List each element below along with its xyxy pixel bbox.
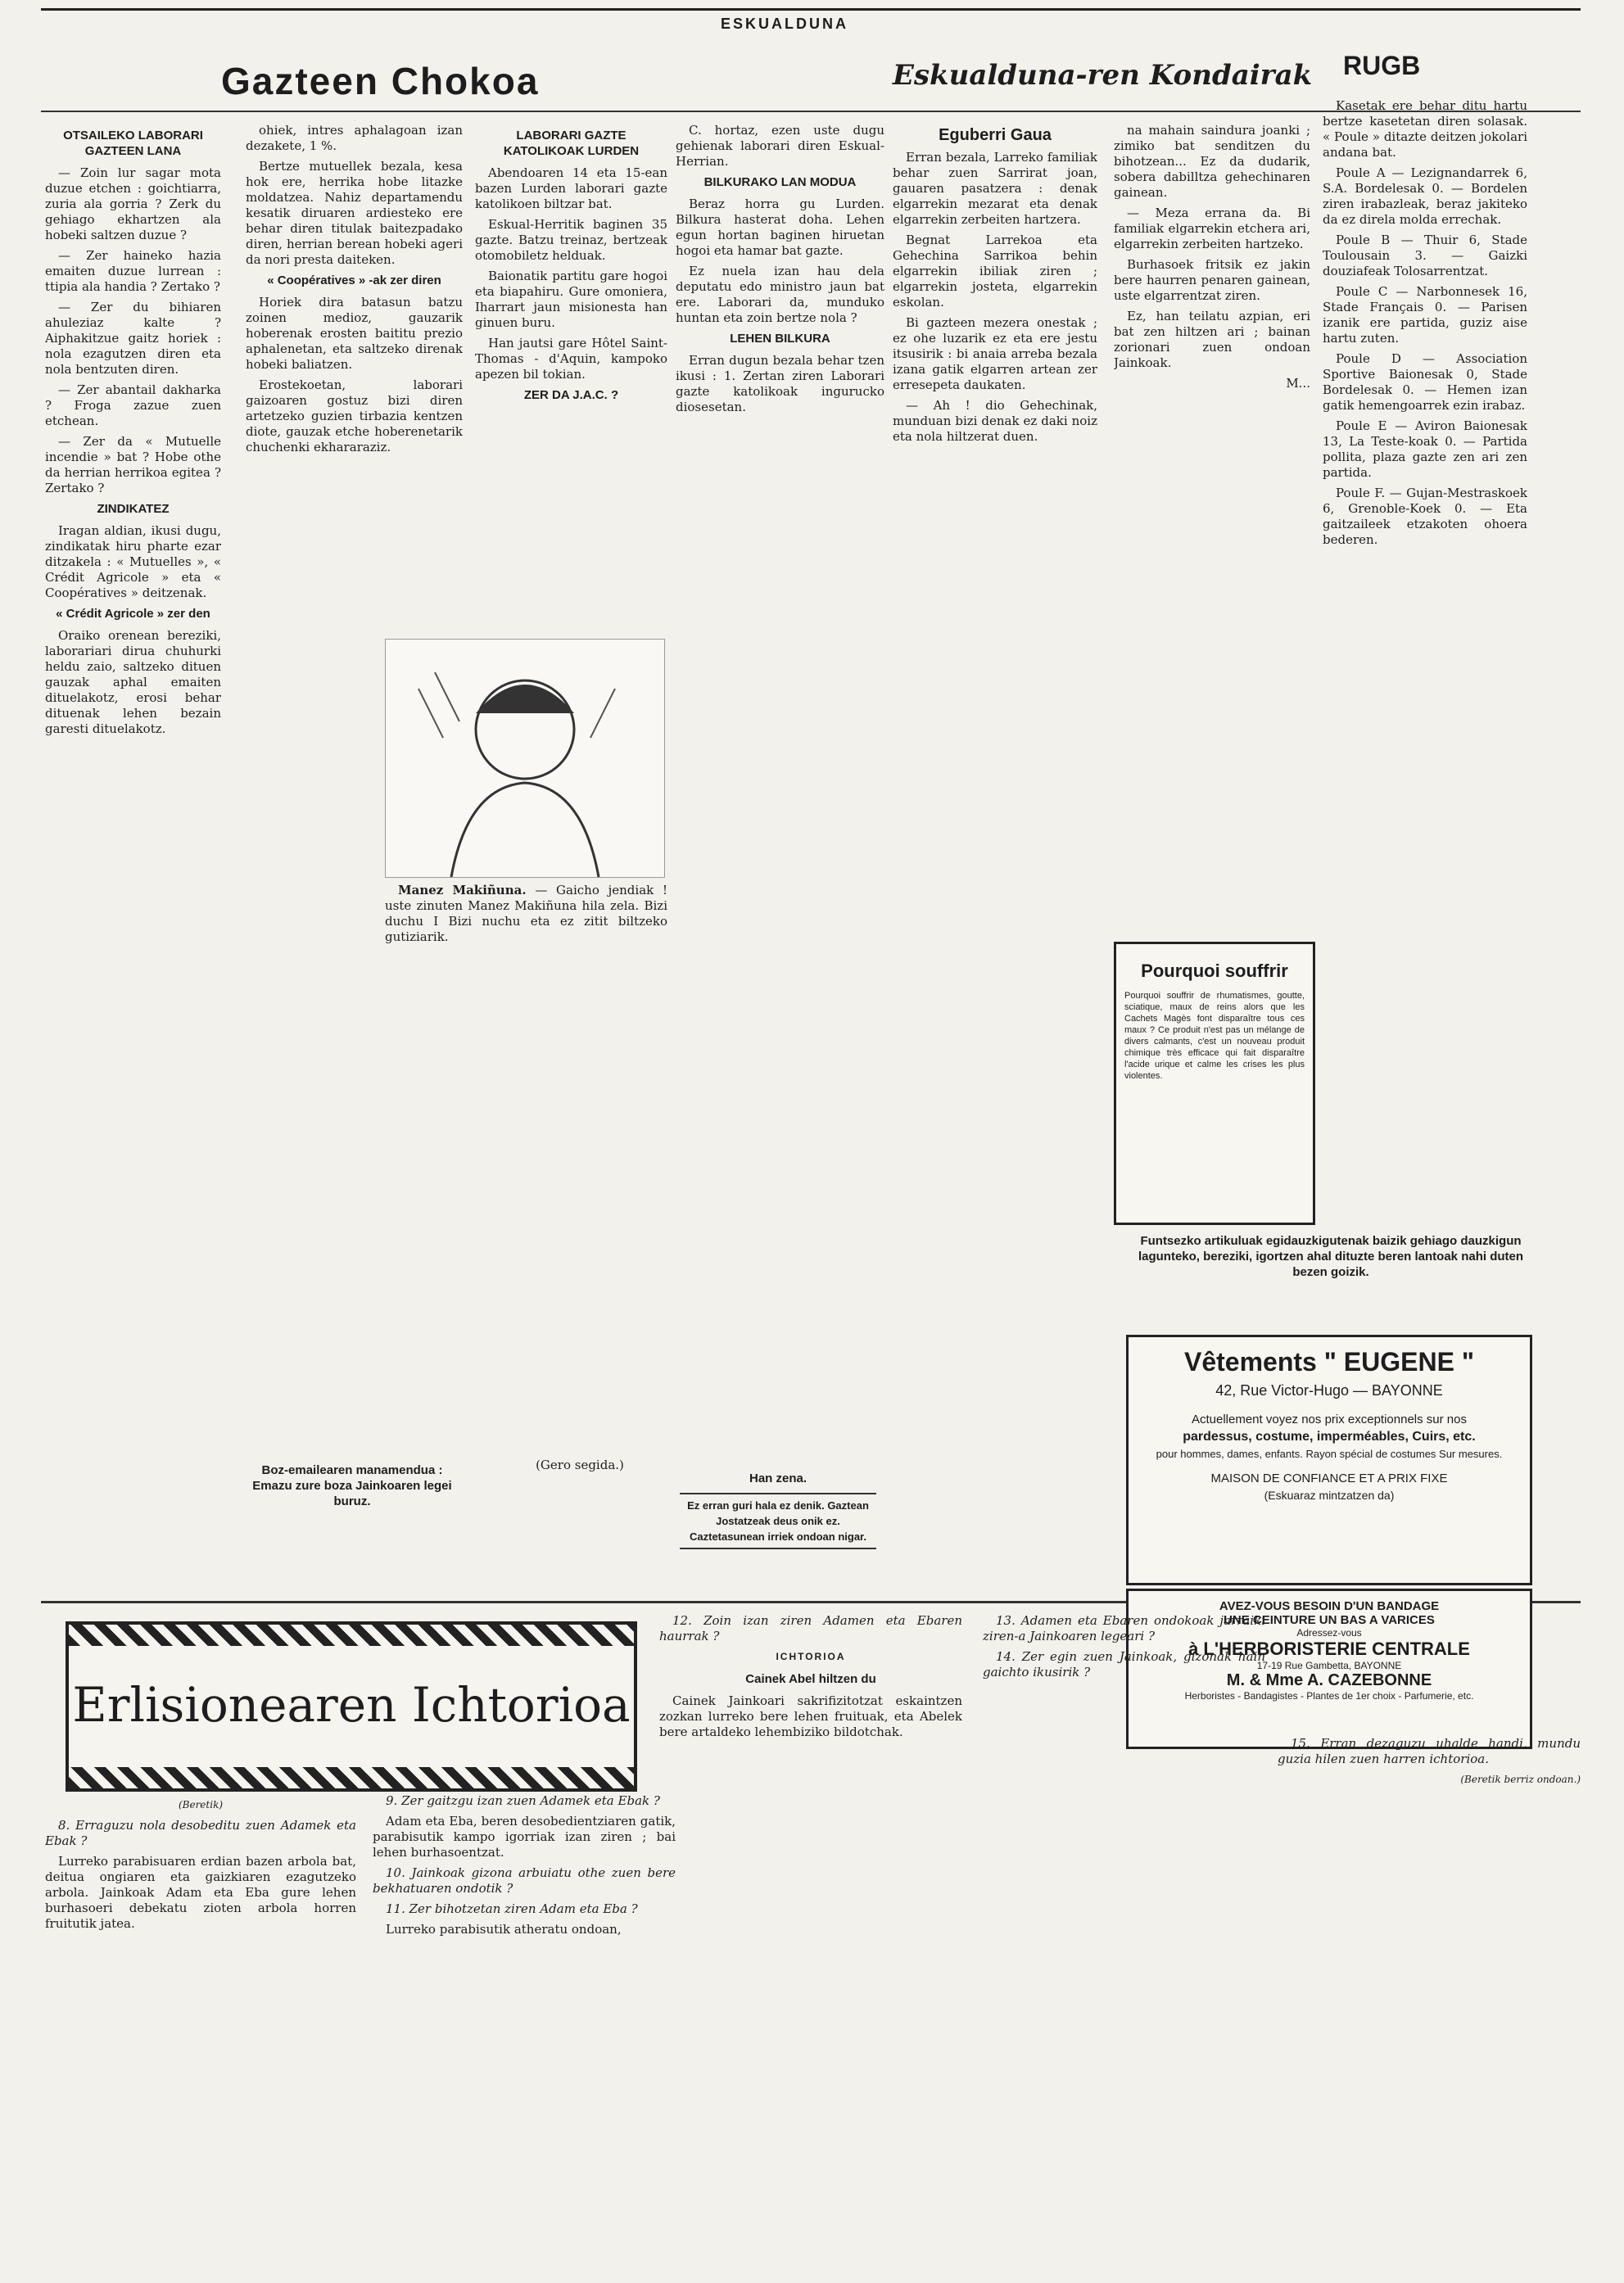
- column-5: [893, 123, 1097, 1589]
- pouleA: Poule A — Lezignandarrek 6, S.A. Bordelesak 0. — Bordelen ziren irabazleak, beraz jakiteko da ez direla molda errechak.: [1323, 165, 1527, 227]
- paragraph: C. hortaz, ezen uste dugu gehienak laborari diren Eskual-Herrian.: [676, 123, 884, 169]
- paragraph: Iragan aldian, ikusi dugu, zindikatak hiru pharte ezar ditzakela : « Mutuelles », « Crédit Agricole » eta « Coopératives » deitzenak.: [45, 523, 221, 600]
- pouleE: Poule E — Aviron Baionesak 13, La Teste-koak 0. — Partida pollita, plaza gazte zen ari zen partida.: [1323, 418, 1527, 480]
- paragraph: Cainek Jainkoari sakrifizitotzat eskaintzen zozkan lurreko bere lehen fruituak, eta Abelek bere artaldeko lehembiziko bildotchak.: [659, 1693, 962, 1739]
- paragraph: na mahain saindura joanki ; zimiko bat senditzen du bihotzean... Ez da dudarik, sobera dabilltza gehechinaren gainean.: [1114, 123, 1310, 200]
- paragraph: Ez nuela izan hau dela deputatu edo ministro jaun bat ere. Laborari da, munduko huntan eta zoin bertze nola ?: [676, 264, 884, 325]
- column-6: [1114, 123, 1310, 942]
- heading-credit: « Crédit Agricole » zer den: [56, 607, 210, 621]
- heading-lehen: LEHEN BILKURA: [730, 332, 830, 346]
- question: 14. Zer egin zuen Jainkoak, gizonak hain gaichto ikusirik ?: [983, 1649, 1265, 1679]
- paragraph: — Meza errana da. Bi familiak elgarrekin etchera ari, elgarrekin zerbeiten hartzeko.: [1114, 206, 1310, 251]
- paragraph: Erran dugun bezala behar tzen ikusi : 1. Zertan ziren Laborari gazte katolikoak ingurucko diosesetan.: [676, 353, 884, 414]
- ad-herb-line: Adressez-vous: [1296, 1627, 1362, 1639]
- pouleF: Poule F. — Gujan-Mestraskoek 6, Grenoble-Koek 0. — Eta gaitzaileek etzakoten ohoera bederen.: [1323, 486, 1527, 547]
- ad-vet-line: pardessus, costume, imperméables, Cuirs, etc.: [1183, 1430, 1476, 1444]
- illustration-body: — Gaicho jendiak ! uste zinuten Manez Makiñuna hila zela. Bizi duchu I Bizi nuchu eta ez zitit biltzeko gutiziarik.: [385, 883, 667, 944]
- funtsezko-text: Funtsezko artikuluak egidauzkigutenak baizik gehiago dauzkigun lagunteko, bereziki, igortzen ahal dituzte beren lantoak nahi duten bezen goizik.: [1138, 1234, 1524, 1279]
- bottom-column-5: [1278, 1736, 1581, 2264]
- ad-vet-line: (Eskuaraz mintzatzen da): [1264, 1489, 1395, 1502]
- ad-vet-line: pour hommes, dames, enfants. Rayon spécial de costumes Sur mesures.: [1156, 1448, 1503, 1460]
- ad-herb-line: M. & Mme A. CAZEBONNE: [1226, 1671, 1432, 1689]
- question: 13. Adamen eta Ebaren ondokoak jarraiki ziren-a Jainkoaren legeari ?: [983, 1613, 1265, 1643]
- paragraph: — Zer haineko hazia emaiten duzue lurrean : ttipia ala handia ? Zertako ?: [45, 248, 221, 294]
- illustration-text: [385, 883, 667, 989]
- paragraph: ohiek, intres aphalagoan izan dezakete, 1 %.: [246, 123, 463, 153]
- bottom-column-3: [659, 1613, 962, 2264]
- ad-herb-line: AVEZ-VOUS BESOIN D'UN BANDAGE: [1219, 1599, 1440, 1613]
- bottom-column-2: [373, 1630, 676, 2264]
- paragraph: Abendoaren 14 eta 15-ean bazen Lurden laborari gazte katolikoen biltzar bat.: [475, 165, 667, 211]
- heading-bilkurako: BILKURAKO LAN MODUA: [703, 175, 857, 189]
- paragraph: Beraz horra gu Lurden. Bilkura hasterat doha. Lehen egun hortan baginen hiruetan hogoi eta hamar bat gazte.: [676, 197, 884, 258]
- column-4: [676, 123, 884, 1589]
- heading-laborari: LABORARI GAZTE KATOLIKOAK LURDEN: [503, 129, 640, 158]
- ad-herb-line: Herboristes - Bandagistes - Plantes de 1er choix - Parfumerie, etc.: [1184, 1690, 1474, 1702]
- boz-text: Boz-emailearen manamendua : Emazu zure boza Jainkoaren legei buruz.: [252, 1463, 452, 1508]
- paragraph: Burhasoek fritsik ez jakin bere haurren penaren gainean, uste elgarrentzat ziren.: [1114, 257, 1310, 303]
- column-1: [45, 123, 221, 1589]
- illustration-caption: Manez Makiñuna.: [398, 883, 527, 897]
- gero-segida: (Gero segida.): [536, 1458, 624, 1472]
- han-zena: Han zena.: [749, 1472, 807, 1485]
- ad-pourquoi: [1114, 942, 1315, 1225]
- paragraph: Ez, han teilatu azpian, eri bat zen hiltzen ari ; bainan zorionari zuen ondoan Jainkoak.: [1114, 309, 1310, 370]
- ichtorioa: ICHTORIOA: [776, 1651, 846, 1662]
- ad-pourquoi-text: Pourquoi souffrir de rhumatismes, goutte, sciatique, maux de reins alors que les Cachets Magès font disparaître tous ces maux ? Ce produit n'est pas un mélange de divers calmants, c'est un nouveau produit chimique très efficace qui fait disparaître l'acide urique et calme les crises les plus violentes.: [1124, 991, 1305, 1081]
- gero-block: [475, 1458, 672, 1572]
- boz-block: [246, 1458, 459, 1572]
- han-zena-block: [680, 1466, 876, 1580]
- paragraph: Eskual-Herritik baginen 35 gazte. Batzu treinaz, bertzeak otomobiletz helduak.: [475, 217, 667, 263]
- question: 12. Zoin izan ziren Adamen eta Ebaren haurrak ?: [659, 1613, 962, 1643]
- heading-coop: « Coopératives » -ak zer diren: [267, 274, 441, 287]
- question: 15. Erran dezaguzu uhalde handi, mundu guzia hilen zuen harren ichtorioa.: [1278, 1736, 1581, 1766]
- ad-vet-title: Vêtements " EUGENE ": [1184, 1347, 1474, 1377]
- section-title-rugby: RUGB: [1343, 51, 1421, 80]
- signature: M...: [1286, 376, 1310, 391]
- ad-herb-line: à L'HERBORISTERIE CENTRALE: [1188, 1639, 1470, 1659]
- paragraph: Oraiko orenean bereziki, laborariari dirua chuhurki heldu zaio, saltzeko dituen gauzak aphal emaiten dituelakotz, erosi behar dituenak lehen bezain garesti dituelakotz.: [45, 628, 221, 736]
- paragraph: Lurreko parabisutik atheratu ondoan,: [386, 1922, 622, 1937]
- paragraph: Erran bezala, Larreko familiak behar zuen Sarrirat joan, gauaren pasatzera : denak elgarrekin mezarat eta denak elgarrekin zerbeiten hartzera.: [893, 150, 1097, 227]
- ad-pourquoi-title: Pourquoi souffrir: [1141, 961, 1288, 981]
- question: 9. Zer gaitzgu izan zuen Adamek eta Ebak ?: [386, 1793, 660, 1808]
- paragraph: Begnat Larrekoa eta Gehechina Sarrikoa behin elgarrekin ibiliak ziren ; elgarrekin josteta, elgarrekin eskolan.: [893, 233, 1097, 310]
- paragraph: — Zoin lur sagar mota duzue etchen : goichtiarra, zuria ala gorria ? Zerk du gehiago ekhartzen ala hobeki saltzen duzue ?: [45, 165, 221, 242]
- pouleC: Poule C — Narbonnesek 16, Stade Français 0. — Parisen izanik ere partida, guziz aise hartu zuten.: [1323, 284, 1527, 346]
- paragraph: — Zer du bihiaren ahuleziaz kalte ? Aiphakitzue gaitz horiek : nola ezagutzen diren eta nola bentzuten diren.: [45, 300, 221, 377]
- question: 11. Zer bihotzetan ziren Adam eta Eba ?: [386, 1901, 638, 1916]
- beretik: (Beretik): [178, 1799, 224, 1811]
- paragraph: — Zer abantail dakharka ? Froga zazue zuen etchean.: [45, 382, 221, 428]
- section-title-kondairak: Eskualduna-ren Kondairak: [893, 59, 1313, 92]
- bottom-column-4: [983, 1613, 1265, 2264]
- ad-vetements: [1126, 1335, 1532, 1585]
- ad-vet-addr: 42, Rue Victor-Hugo — BAYONNE: [1215, 1382, 1443, 1399]
- ad-vet-line: Actuellement voyez nos prix exceptionnels sur nos: [1191, 1413, 1467, 1426]
- ad-herb-line: UNE CEINTURE UN BAS A VARICES: [1224, 1613, 1435, 1627]
- paragraph: Baionatik partitu gare hogoi eta biapahiru. Gure omoniera, Iharrart jaun misionesta han ginuen buru.: [475, 269, 667, 330]
- heading-cainek: Cainek Abel hiltzen du: [745, 1672, 876, 1686]
- column-3: [475, 123, 667, 614]
- portrait-illustration: [385, 639, 665, 878]
- paragraph: Horiek dira batasun batzu zoinen medioz, gauzarik hoberenak erosten baititu prezio aphalenetan, eta saltzeko direnak hobeki baliatzen.: [246, 295, 463, 372]
- paragraph: Lurreko parabisuaren erdian bazen arbola bat, deitua ongiaren eta gaizkiaren ezagutzeko arbola. Jainkoak Adam eta Eba gure lehen burhasoeri debekatu zioten arbola horren fruitutik jatea.: [45, 1854, 356, 1931]
- pouleD: Poule D — Association Sportive Baionesak 0, Stade Bordelesak 0. — Hemen izan gatik hemengoarrek ezin irabaz.: [1323, 351, 1527, 413]
- column-2: [246, 123, 463, 614]
- paragraph: Adam eta Eba, beren desobedientziaren gatik, parabisutik kampo igorriak izan ziren ; bai lehen burhasoentzat.: [373, 1814, 676, 1860]
- bottom-column-1: [45, 1797, 356, 2264]
- berriz: (Beretik berriz ondoan.): [1460, 1774, 1581, 1785]
- masthead-title: ESKUALDUNA: [721, 16, 848, 32]
- question: 8. Erraguzu nola desobeditu zuen Adamek eta Ebak ?: [45, 1818, 356, 1848]
- heading-eguberri: Eguberri Gaua: [939, 126, 1052, 144]
- paragraph: — Ah ! dio Gehechinak, munduan bizi denak ez daki noiz eta nola hiltzerat duen.: [893, 398, 1097, 444]
- banner-title: Erlisionearen Ichtorioa: [72, 1677, 631, 1733]
- paragraph: Han jautsi gare Hôtel Saint-Thomas - d'Aquin, kampoko apezen bil tokian.: [475, 336, 667, 382]
- heading-jac: ZER DA J.A.C. ?: [523, 388, 619, 402]
- heading-zindikatez: ZINDIKATEZ: [97, 502, 170, 516]
- paragraph: Kasetak ere behar ditu hartu bertze kasetetan diren solasak. « Poule » ditazte deitzen jokolari andana bat.: [1323, 98, 1527, 160]
- heading-otsaileko: OTSAILEKO LABORARI GAZTEEN LANA: [63, 129, 203, 158]
- funtsezko-block: [1122, 1228, 1540, 1327]
- ad-vet-line: MAISON DE CONFIANCE ET A PRIX FIXE: [1210, 1472, 1448, 1485]
- paragraph: — Zer da « Mutuelle incendie » bat ? Hobe othe da herrian herrikoa egitea ? Zertako ?: [45, 434, 221, 495]
- ad-herb-line: 17-19 Rue Gambetta, BAYONNE: [1256, 1660, 1402, 1671]
- ez-erran: Ez erran guri hala ez denik. Gaztean Jostatzeak deus onik ez. Caztetasunean irriek ondoan nigar.: [680, 1493, 876, 1549]
- paragraph: Bi gazteen mezera onestak ; ez ohe luzarik ez eta ere jestu itsusirik : bi anaia arreba bezala izana gatik elgarren artean zer erresepeta daukaten.: [893, 315, 1097, 392]
- paragraph: Bertze mutuellek bezala, kesa hok ere, herrika hobe litazke moldatzea. Nahiz departamendu kesatik diruaren ardiesteko ere behar diren titulak baitezpadako diren, herrian berean hobeki ageri da nori presta daiteken.: [246, 159, 463, 267]
- pouleB: Poule B — Thuir 6, Stade Toulousain 3. — Gaizki douziafeak Tolosarrentzat.: [1323, 233, 1527, 278]
- paragraph: Erostekoetan, laborari gaizoaren gostuz bizi diren artetzeko guzien tirbazia kentzen diote, gauzak etche hoberenetarik chuchenki ekhararaziz.: [246, 377, 463, 454]
- column-7-rugby: [1323, 98, 1527, 1310]
- question: 10. Jainkoak gizona arbuiatu othe zuen bere bekhatuaren ondotik ?: [373, 1865, 676, 1896]
- section-title-gazteen: Gazteen Chokoa: [221, 60, 540, 102]
- masthead: [41, 8, 1581, 43]
